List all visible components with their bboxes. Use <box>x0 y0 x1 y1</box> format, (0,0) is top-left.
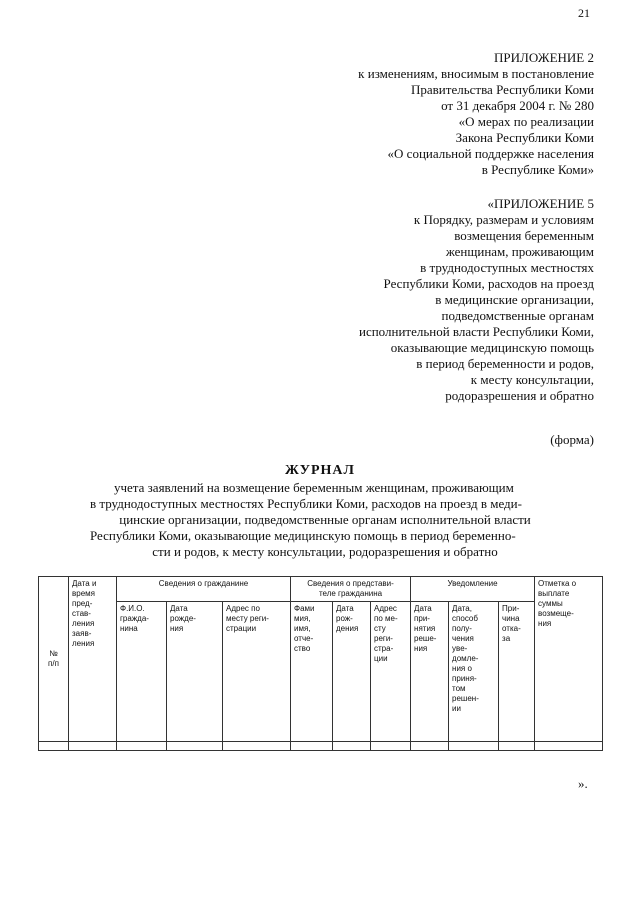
table-cell <box>371 742 411 751</box>
cell-text: Дата, способ полу- чения уве- домле- ния о приня- том решен- ии <box>452 604 479 713</box>
rep-name-header <box>291 602 333 742</box>
table-cell <box>223 742 291 751</box>
group-representative-header <box>291 577 411 602</box>
cell-text: Дата рож- дения <box>336 604 359 633</box>
notice-reason-header <box>499 602 535 742</box>
appendix-sub-line: исполнительной власти Республики Коми, <box>358 324 594 339</box>
cell-text: Сведения о гражданине <box>158 579 249 588</box>
appendix-line: Закона Республики Коми <box>455 130 594 145</box>
appendix-line: «О мерах по реализации <box>458 114 594 129</box>
cell-text: Дата при- нятия реше- ния <box>414 604 437 653</box>
table-cell <box>117 742 167 751</box>
cell-text: Уведомление <box>447 579 498 588</box>
appendix-line: к изменениям, вносимым в постановление <box>358 66 594 81</box>
table-cell <box>499 742 535 751</box>
subtitle-line: в труднодоступных местностях Республики Коми, расходов на проезд в меди- <box>90 496 522 511</box>
appendix-header <box>358 50 594 404</box>
subtitle-line: Республики Коми, оказывающие медицинскую помощь в период беременно- <box>90 528 516 543</box>
notice-method-header <box>449 602 499 742</box>
col-num-header <box>39 577 69 742</box>
cell-text: Дата рожде- ния <box>170 604 196 633</box>
col-payment-header <box>535 577 603 742</box>
appendix-sub-line: в медицинские организации, <box>435 292 594 307</box>
group-citizen-header <box>117 577 291 602</box>
appendix-line: от 31 декабря 2004 г. № 280 <box>441 98 594 113</box>
table-row <box>39 742 603 751</box>
appendix-sub-line: возмещения беременным <box>454 228 594 243</box>
appendix-sub-line: Республики Коми, расходов на проезд <box>383 276 594 291</box>
cell-text: Фами мия, имя, отче- ство <box>294 604 315 653</box>
appendix-sub-line: к месту консультации, <box>470 372 594 387</box>
appendix-sub-line: женщинам, проживающим <box>445 244 594 259</box>
spacer <box>358 178 594 196</box>
table-cell <box>535 742 603 751</box>
appendix-sub-line: подведомственные органам <box>441 308 594 323</box>
journal-table <box>38 576 603 751</box>
form-label: (форма) <box>550 432 594 447</box>
appendix-line: «О социальной поддержке населения <box>387 146 594 161</box>
table-header-row <box>39 577 603 602</box>
appendix-line: ПРИЛОЖЕНИЕ 2 <box>494 50 594 65</box>
appendix-sub-line: к Порядку, размерам и условиям <box>413 212 594 227</box>
cell-text: № п/п <box>48 649 59 668</box>
subtitle-line: цинские организации, подведомственные органам исполнительной власти <box>119 512 531 527</box>
appendix-line: Правительства Республики Коми <box>411 82 594 97</box>
table-cell <box>449 742 499 751</box>
citizen-fio-header <box>117 602 167 742</box>
table-cell <box>333 742 371 751</box>
cell-text: Отметка о выплате суммы возмеще- ния <box>538 579 577 628</box>
page-number: 21 <box>578 6 590 20</box>
rep-birth-header <box>333 602 371 742</box>
cell-text: Адрес по ме- сту реги- стра- ции <box>374 604 398 663</box>
cell-text: Ф.И.О. гражда- нина <box>120 604 149 633</box>
appendix-line: в Республике Коми» <box>481 162 594 177</box>
table-subheader-row <box>39 602 603 742</box>
journal-subtitle <box>90 480 560 560</box>
appendix-sub-line: родоразрешения и обратно <box>445 388 594 403</box>
table-cell <box>39 742 69 751</box>
cell-text: Сведения о представи- теле гражданина <box>307 579 394 598</box>
citizen-address-header <box>223 602 291 742</box>
table-cell <box>69 742 117 751</box>
rep-address-header <box>371 602 411 742</box>
appendix-sub-line: в труднодоступных местностях <box>420 260 594 275</box>
table-cell <box>291 742 333 751</box>
appendix-sub-line: в период беременности и родов, <box>416 356 594 371</box>
cell-text: Дата и время пред- став- ления заяв- ления <box>72 579 97 648</box>
closing-mark: ». <box>578 776 588 791</box>
journal-title: ЖУРНАЛ <box>285 463 355 478</box>
table-cell <box>167 742 223 751</box>
cell-text: Адрес по месту реги- страции <box>226 604 269 633</box>
notice-decision-date-header <box>411 602 449 742</box>
col-date-time-header <box>69 577 117 742</box>
subtitle-line: учета заявлений на возмещение беременным женщинам, проживающим <box>114 480 514 495</box>
appendix-sub-line: оказывающие медицинскую помощь <box>390 340 594 355</box>
cell-text: При- чина отка- за <box>502 604 521 643</box>
citizen-birth-header <box>167 602 223 742</box>
appendix-sub-line: «ПРИЛОЖЕНИЕ 5 <box>487 196 594 211</box>
subtitle-line: сти и родов, к месту консультации, родоразрешения и обратно <box>152 544 498 559</box>
table-cell <box>411 742 449 751</box>
group-notice-header <box>411 577 535 602</box>
